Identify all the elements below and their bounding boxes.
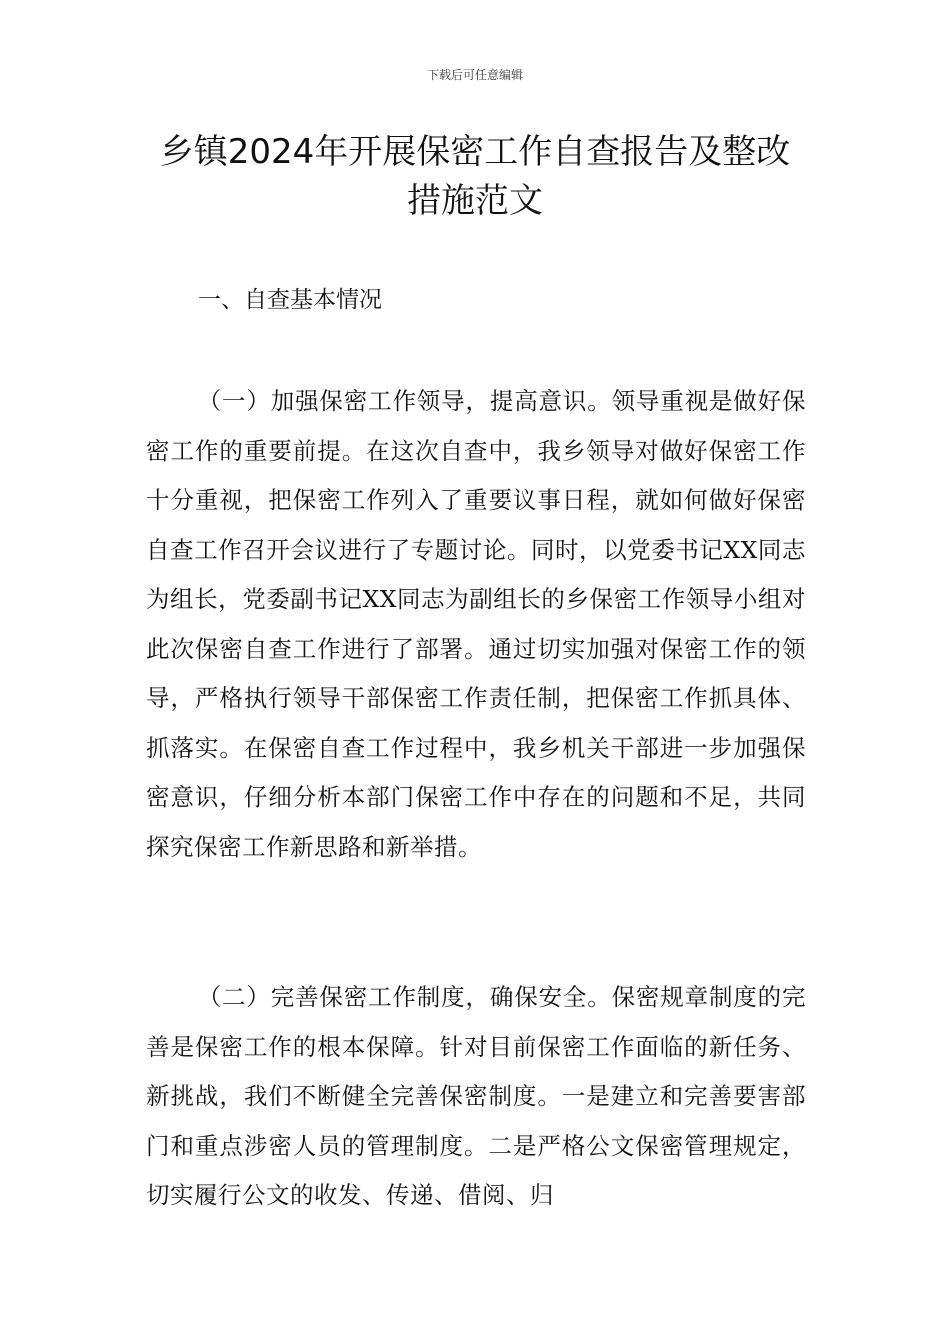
paragraph-1: （一）加强保密工作领导，提高意识。领导重视是做好保密工作的重要前提。在这次自查中，我乡领导对做好保密工作十分重视，把保密工作列入了重要议事日程，就如何做好保密自查工作召开会议进行了专题讨论。同时，以党委书记XX同志为组长，党委副书记XX同志为副组长的乡保密工作领导小组对此次保密自查工作进行了部署。通过切实加强对保密工作的领导，严格执行领导干部保密工作责任制，把保密工作抓具体、抓落实。在保密自查工作过程中，我乡机关干部进一步加强保密意识，仔细分析本部门保密工作中存在的问题和不足，共同探究保密工作新思路和新举措。: [146, 387, 806, 861]
paragraph-2: （二）完善保密工作制度，确保安全。保密规章制度的完善是保密工作的根本保障。针对目前保密工作面临的新任务、新挑战，我们不断健全完善保密制度。一是建立和完善要害部门和重点涉密人员的管理制度。二是严格公文保密管理规定，切实履行公文的收发、传递、借阅、归: [146, 983, 806, 1209]
document-title: 乡镇2024年开展保密工作自查报告及整改措施范文: [159, 132, 791, 221]
header-note: 下载后可任意编辑: [426, 68, 523, 82]
section-heading: 一、自查基本情况: [198, 287, 382, 313]
